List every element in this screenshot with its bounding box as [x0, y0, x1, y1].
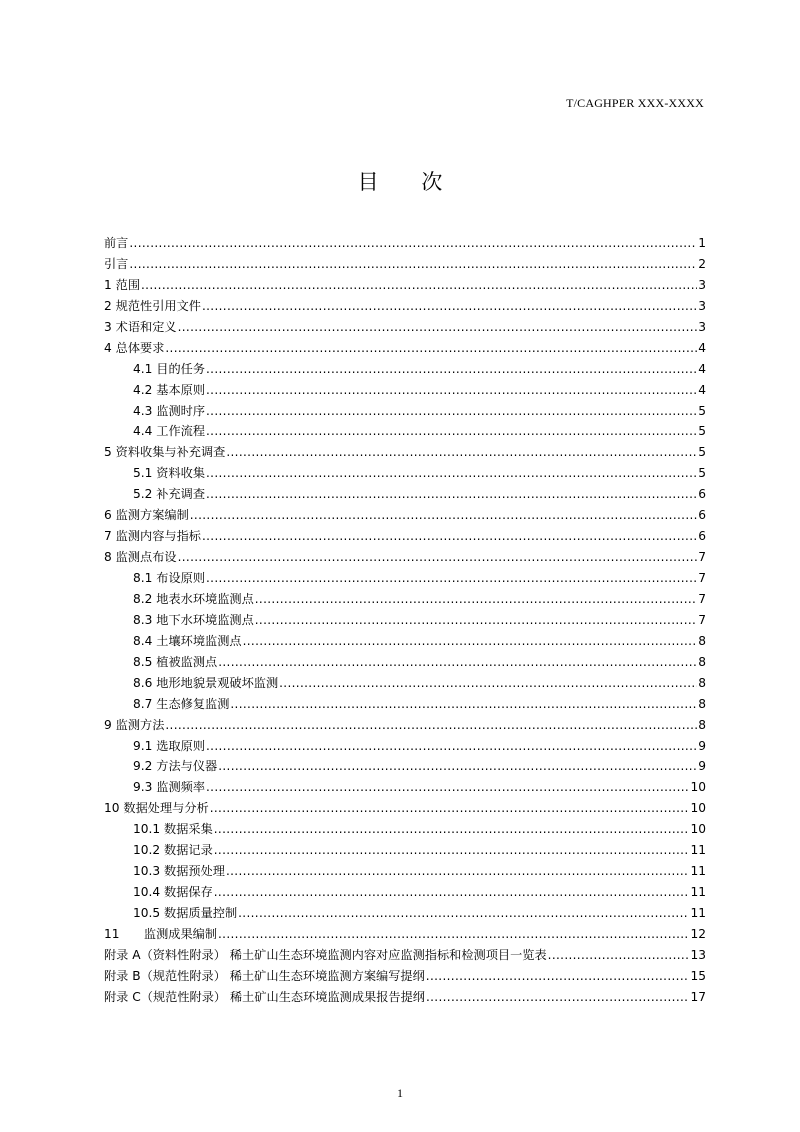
toc-entry[interactable]	[104, 924, 706, 945]
toc-entry-page: 8	[698, 633, 706, 648]
toc-entry-page: 5	[698, 466, 706, 481]
toc-entry-label: 引言	[104, 256, 129, 271]
toc-entry-label: 4.1 目的任务	[133, 361, 206, 376]
toc-entry-label: 5 资料收集与补充调查	[104, 445, 226, 460]
toc-entry[interactable]	[104, 840, 706, 861]
toc-dot-leader	[279, 673, 697, 694]
toc-dot-leader	[202, 526, 697, 547]
toc-entry-label: 8.3 地下水环境监测点	[133, 612, 254, 627]
toc-entry-label: 10.5 数据质量控制	[133, 906, 238, 920]
toc-entry-page: 7	[698, 591, 706, 606]
toc-entry[interactable]	[104, 715, 706, 736]
toc-entry-page: 7	[698, 550, 706, 565]
toc-entry-page: 3	[698, 277, 706, 292]
toc-entry-label: 8.2 地表水环境监测点	[133, 591, 254, 606]
toc-entry[interactable]	[104, 380, 706, 401]
toc-entry[interactable]	[104, 233, 706, 254]
toc-entry-page: 8	[698, 717, 706, 732]
toc-entry-label: 4.4 工作流程	[133, 424, 206, 439]
toc-dot-leader	[206, 401, 697, 422]
toc-entry-page: 3	[698, 298, 706, 313]
toc-entry-label: 9.2 方法与仪器	[133, 759, 218, 774]
toc-entry-label: 8.1 布设原则	[133, 571, 206, 585]
toc-entry-label: 8.7 生态修复监测	[133, 696, 230, 711]
toc-entry[interactable]	[104, 254, 706, 275]
toc-entry-page: 8	[698, 675, 706, 690]
toc-entry[interactable]	[104, 756, 706, 777]
toc-entry[interactable]	[104, 966, 706, 987]
toc-entry-label: 8.5 植被监测点	[133, 654, 218, 669]
toc-entry-page: 11	[690, 843, 706, 858]
toc-dot-leader	[226, 861, 690, 882]
toc-entry[interactable]	[104, 338, 706, 359]
toc-entry-page: 11	[690, 864, 706, 879]
toc-entry-label: 10.4 数据保存	[133, 885, 213, 900]
toc-entry-page: 6	[698, 529, 706, 544]
toc-entry[interactable]	[104, 861, 706, 882]
toc-entry[interactable]	[104, 987, 706, 1008]
toc-entry[interactable]	[104, 568, 706, 589]
toc-entry-page: 4	[698, 382, 706, 397]
toc-dot-leader	[210, 798, 690, 819]
toc-entry[interactable]	[104, 882, 706, 903]
toc-entry-page: 11	[690, 906, 706, 920]
toc-title: 目 次	[357, 170, 461, 194]
toc-entry-label: 附录 A（资料性附录） 稀土矿山生态环境监测内容对应监测指标和检测项目一览表	[104, 947, 547, 962]
toc-entry-label: 附录 B（规范性附录） 稀土矿山生态环境监测方案编写提纲	[104, 968, 425, 983]
toc-entry-page: 5	[698, 424, 706, 439]
toc-dot-leader	[243, 631, 698, 652]
toc-entry-page: 4	[698, 340, 706, 355]
toc-entry-page: 5	[698, 403, 706, 418]
toc-entry-label: 前言	[104, 236, 129, 250]
toc-entry-label: 7 监测内容与指标	[104, 529, 201, 544]
toc-entry-page: 17	[690, 989, 706, 1004]
toc-entry-page: 4	[698, 361, 706, 376]
toc-entry[interactable]	[104, 694, 706, 715]
toc-dot-leader	[218, 924, 689, 945]
toc-entry-label: 9.3 监测频率	[133, 780, 206, 795]
toc-entry-label: 9 监测方法	[104, 717, 165, 732]
toc-entry[interactable]	[104, 442, 706, 463]
toc-entry-page: 3	[698, 319, 706, 334]
toc-entry-label: 1 范围	[104, 277, 141, 292]
toc-entry-label: 10.1 数据采集	[133, 822, 213, 837]
toc-dot-leader	[206, 568, 697, 589]
toc-entry-page: 2	[698, 256, 706, 271]
toc-dot-leader	[129, 254, 697, 275]
toc-entry-page: 9	[698, 738, 706, 753]
toc-dot-leader	[426, 966, 690, 987]
toc-entry-page: 7	[698, 612, 706, 627]
toc-dot-leader	[190, 505, 697, 526]
toc-entry-label: 11 监测成果编制	[104, 926, 218, 941]
toc-entry-page: 12	[690, 926, 706, 941]
toc-entry-page: 15	[690, 968, 706, 983]
toc-dot-leader	[218, 652, 697, 673]
toc-entry[interactable]	[104, 798, 706, 819]
toc-entry-page: 10	[690, 801, 706, 816]
toc-entry[interactable]	[104, 631, 706, 652]
standard-code: T/CAGHPER XXX-XXXX	[566, 96, 704, 110]
toc-entry-page: 9	[698, 759, 706, 774]
toc-entry-page: 6	[698, 487, 706, 502]
toc-dot-leader	[206, 777, 689, 798]
toc-entry[interactable]	[104, 945, 706, 966]
toc-entry-label: 附录 C（规范性附录） 稀土矿山生态环境监测成果报告提纲	[104, 989, 425, 1004]
toc-entry-label: 5.1 资料收集	[133, 466, 206, 481]
toc-dot-leader	[206, 380, 697, 401]
toc-dot-leader	[206, 484, 697, 505]
toc-entry[interactable]	[104, 777, 706, 798]
toc-entry-page: 8	[698, 696, 706, 711]
toc-entry-label: 3 术语和定义	[104, 319, 177, 334]
toc-dot-leader	[230, 694, 697, 715]
toc-entry-label: 10.2 数据记录	[133, 843, 213, 858]
toc-entry-page: 6	[698, 508, 706, 523]
toc-entry[interactable]	[104, 652, 706, 673]
toc-entry-label: 4.2 基本原则	[133, 382, 206, 397]
toc-entry[interactable]	[104, 463, 706, 484]
toc-entry[interactable]	[104, 317, 706, 338]
toc-entry-label: 10 数据处理与分析	[104, 801, 209, 816]
toc-entry[interactable]	[104, 589, 706, 610]
toc-entry[interactable]	[104, 819, 706, 840]
toc-dot-leader	[548, 945, 690, 966]
toc-entry[interactable]	[104, 673, 706, 694]
toc-entry[interactable]	[104, 547, 706, 568]
toc-entry-page: 10	[690, 780, 706, 795]
toc-dot-leader	[214, 882, 690, 903]
toc-entry[interactable]	[104, 296, 706, 317]
toc-dot-leader	[165, 715, 697, 736]
toc-dot-leader	[141, 275, 697, 296]
toc-dot-leader	[165, 338, 697, 359]
toc-dot-leader	[129, 233, 697, 254]
toc-dot-leader	[255, 589, 697, 610]
toc-entry-label: 10.3 数据预处理	[133, 864, 225, 879]
toc-entry[interactable]	[104, 526, 706, 547]
toc-entry-label: 2 规范性引用文件	[104, 298, 201, 313]
toc-entry-page: 7	[698, 571, 706, 585]
toc-entry-page: 5	[698, 445, 706, 460]
toc-dot-leader	[206, 463, 697, 484]
toc-entry[interactable]	[104, 736, 706, 757]
toc-entry-label: 4 总体要求	[104, 340, 165, 355]
toc-dot-leader	[255, 610, 697, 631]
toc-dot-leader	[218, 756, 697, 777]
toc-entry-label: 8.6 地形地貌景观破坏监测	[133, 675, 279, 690]
toc-entry-page: 11	[690, 885, 706, 900]
toc-dot-leader	[206, 421, 697, 442]
toc-entry-label: 5.2 补充调查	[133, 487, 206, 502]
toc-entry[interactable]	[104, 401, 706, 422]
toc-entry[interactable]	[104, 903, 706, 924]
toc-entry-label: 8.4 土壤环境监测点	[133, 633, 242, 648]
toc-entry-label: 9.1 选取原则	[133, 738, 206, 753]
toc-entry-page: 8	[698, 654, 706, 669]
toc-entry[interactable]	[104, 275, 706, 296]
page-number: 1	[397, 1086, 403, 1100]
toc-entry-page: 1	[698, 236, 706, 250]
toc-dot-leader	[202, 296, 697, 317]
toc-entry[interactable]	[104, 505, 706, 526]
toc-dot-leader	[206, 359, 697, 380]
toc-entry-label: 6 监测方案编制	[104, 508, 189, 523]
toc-entry-label: 4.3 监测时序	[133, 403, 206, 418]
toc-entry[interactable]	[104, 484, 706, 505]
toc-dot-leader	[178, 547, 698, 568]
toc-dot-leader	[226, 442, 697, 463]
toc-dot-leader	[426, 987, 690, 1008]
toc-dot-leader	[206, 736, 697, 757]
toc-entry-label: 8 监测点布设	[104, 550, 177, 565]
toc-entry[interactable]	[104, 610, 706, 631]
toc-dot-leader	[214, 819, 690, 840]
toc-dot-leader	[238, 903, 689, 924]
toc-entry-page: 10	[690, 822, 706, 837]
toc-entry[interactable]	[104, 421, 706, 442]
toc-dot-leader	[214, 840, 690, 861]
table-of-contents	[104, 233, 706, 1008]
toc-entry[interactable]	[104, 359, 706, 380]
toc-entry-page: 13	[690, 947, 706, 962]
toc-dot-leader	[178, 317, 698, 338]
